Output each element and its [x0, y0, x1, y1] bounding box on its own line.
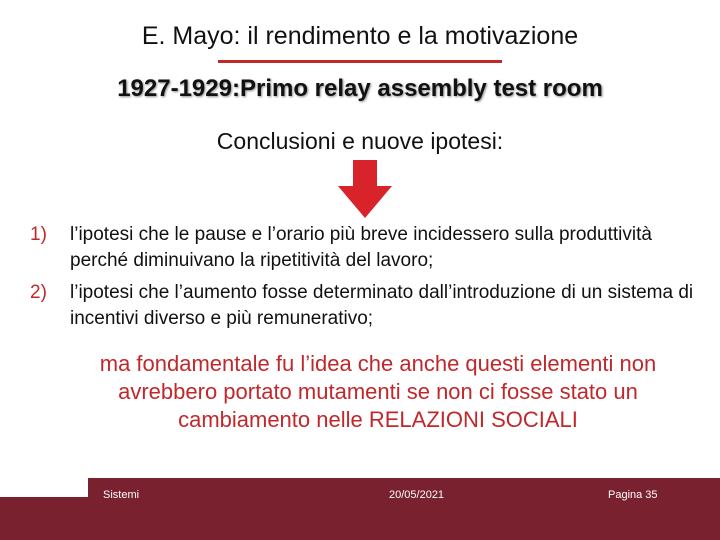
footer-page-number: Pagina 35 — [608, 489, 658, 501]
highlight-conclusion: ma fondamentale fu l’idea che anche questi elementi non avrebbero portato mutamenti se non ci fosse stato un cambiamento nelle RELAZIONI SOCIALI — [99, 351, 657, 432]
slide-title: E. Mayo: il rendimento e la motivazione — [141, 22, 579, 50]
hypothesis-item — [30, 222, 700, 274]
conclusion-heading: Conclusioni e nuove ipotesi: — [216, 128, 504, 154]
down-arrow-icon — [338, 160, 392, 218]
hypothesis-number: 1) — [30, 224, 47, 245]
footer-section-label: Sistemi — [103, 489, 140, 501]
slide-subtitle: 1927-1929:Primo relay assembly test room — [117, 75, 603, 102]
hypothesis-text: l’ipotesi che le pause e l’orario più breve incidessero sulla produttività perché diminuivano la ripetitività del lavoro; — [70, 224, 652, 271]
hypotheses-list — [30, 222, 700, 338]
footer-date: 20/05/2021 — [389, 489, 445, 501]
hypothesis-item — [30, 280, 700, 332]
hypothesis-number: 2) — [30, 282, 47, 303]
hypothesis-text: l’ipotesi che l’aumento fosse determinato dall’introduzione di un sistema di incentivi diverso e più remunerativo; — [70, 282, 694, 329]
footer-bottom-bar — [0, 508, 720, 540]
title-underline — [218, 60, 502, 63]
